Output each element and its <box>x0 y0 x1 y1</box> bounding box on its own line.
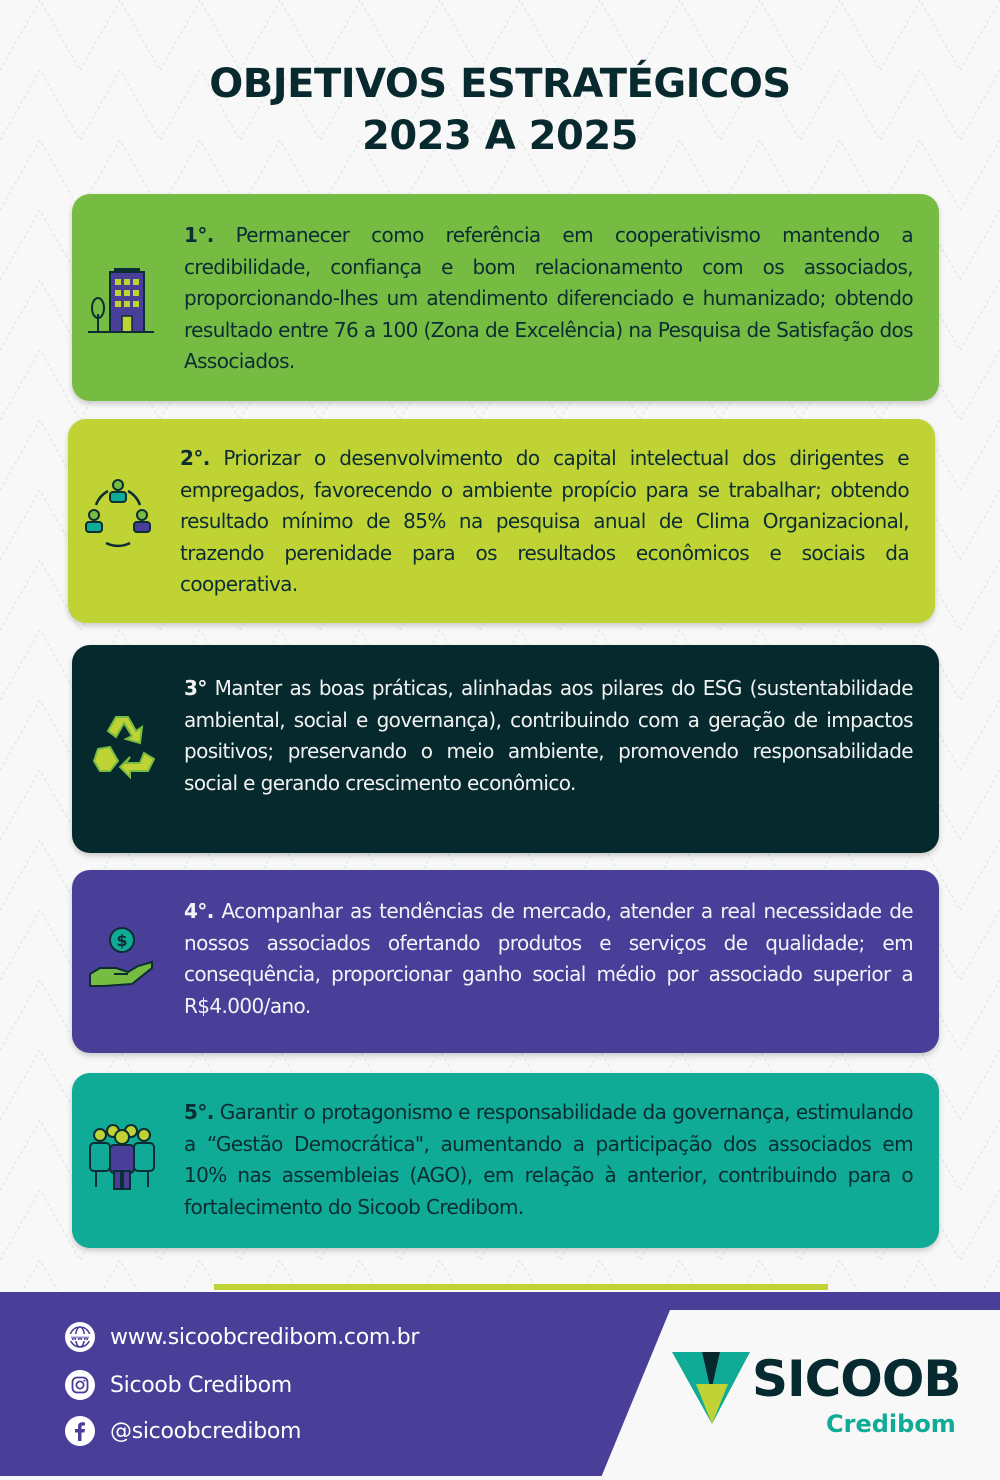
objective-number-2: 2°. <box>180 446 210 470</box>
globe-icon <box>64 1321 96 1353</box>
objective-description-4: Acompanhar as tendências de mercado, atender a real necessidade de nossos associados ofertando produtos e serviços de qualidade; em consequência, proporcionar ganho social médio por associado superior a R$4.000/ano. <box>184 899 914 1018</box>
website-link[interactable]: www.sicoobcredibom.com.br <box>110 1324 420 1350</box>
facebook-handle[interactable]: @sicoobcredibom <box>110 1418 302 1444</box>
objective-card-4 <box>72 870 939 1053</box>
contact-website[interactable] <box>64 1321 419 1353</box>
building-icon <box>86 266 158 338</box>
people-group-icon <box>86 1121 158 1193</box>
objective-text-1 <box>184 220 913 378</box>
objective-card-1 <box>72 194 939 401</box>
objective-text-4 <box>184 896 913 1022</box>
sicoob-logo-mark <box>672 1352 750 1424</box>
instagram-handle[interactable]: Sicoob Credibom <box>110 1372 292 1398</box>
objective-number-1: 1°. <box>184 223 214 247</box>
hand-coin-icon <box>86 924 158 996</box>
objective-text-3 <box>184 673 913 799</box>
svg-text:www: www <box>70 1334 90 1342</box>
objective-text-2 <box>180 443 909 601</box>
instagram-icon <box>64 1369 96 1401</box>
objective-number-4: 4°. <box>184 899 214 923</box>
objective-description-2: Priorizar o desenvolvimento do capital intelectual dos dirigentes e empregados, favorecendo o ambiente propício para se trabalhar; obtendo resultado mínimo de 85% na pesquisa anual de Clima Organizacional, trazendo perenidade para os resultados econômicos e sociais da cooperativa. <box>180 446 909 596</box>
objective-description-3: Manter as boas práticas, alinhadas aos pilares do ESG (sustentabilidade ambiental, social e governança), contribuindo com a geração de impactos positivos; preservando o meio ambiente, promovendo responsabilidade social e gerando crescimento econômico. <box>184 676 913 795</box>
objective-card-2 <box>68 419 935 623</box>
objective-card-5 <box>72 1073 939 1248</box>
facebook-icon <box>64 1415 96 1447</box>
objective-number-5: 5°. <box>184 1100 214 1124</box>
logo-sub-text: Credibom <box>826 1410 956 1438</box>
title-line-1: OBJETIVOS ESTRATÉGICOS <box>209 61 791 107</box>
objective-description-1: Permanecer como referência em cooperativismo mantendo a credibilidade, confiança e bom relacionamento com os associados, proporcionando-lhes um atendimento diferenciado e humanizado; obtendo resultado entre 76 a 100 (Zona de Excelência) na Pesquisa de Satisfação dos Associados. <box>184 223 913 373</box>
svg-text:$: $ <box>116 931 128 950</box>
recycle-icon <box>86 709 158 781</box>
objective-number-3: 3° <box>184 676 207 700</box>
contact-facebook[interactable] <box>64 1415 301 1447</box>
team-cycle-icon <box>82 477 154 549</box>
page-title <box>0 58 1000 162</box>
section-divider <box>214 1284 828 1290</box>
objective-description-5: Garantir o protagonismo e responsabilidade da governança, estimulando a “Gestão Democrática", aumentando a participação dos associados em 10% nas assembleias (AGO), em relação à anterior, contribuindo para o fortalecimento do Sicoob Credibom. <box>184 1100 913 1219</box>
sicoob-logo <box>672 1350 972 1450</box>
objective-card-3 <box>72 645 939 853</box>
objective-text-5 <box>184 1097 913 1223</box>
logo-brand-text: SICOOB <box>752 1350 961 1408</box>
title-line-2: 2023 A 2025 <box>362 113 638 159</box>
contact-instagram[interactable] <box>64 1369 292 1401</box>
